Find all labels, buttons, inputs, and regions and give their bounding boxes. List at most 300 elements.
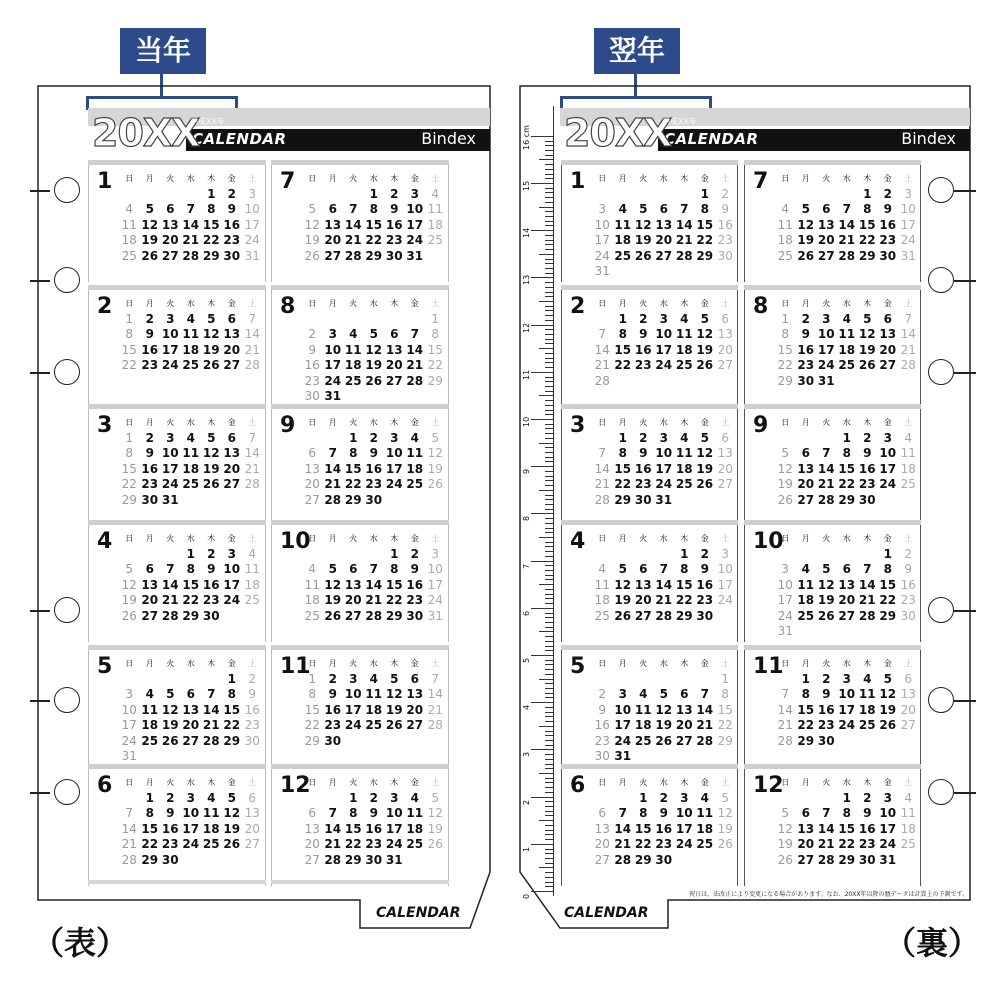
ruler-tick — [545, 306, 553, 307]
day-cell: 21 — [121, 837, 137, 851]
day-cell: 13 — [634, 577, 652, 592]
day-cell: 22 — [202, 233, 220, 247]
day-cell: 5 — [145, 202, 154, 216]
month-number: 6 — [570, 773, 586, 798]
ruler-tick — [545, 188, 553, 189]
month-body — [561, 165, 738, 282]
day-blank — [323, 431, 344, 447]
day-cell: 30 — [858, 852, 876, 867]
day-cell: 14 — [324, 821, 342, 836]
day-cell: 20 — [344, 593, 362, 607]
ruler-tick — [545, 367, 553, 368]
ruler-tick — [531, 797, 553, 798]
day-cell: 16 — [365, 461, 383, 476]
day-blank — [302, 431, 323, 447]
month-6 — [88, 764, 266, 886]
day-cell: 11 — [244, 562, 260, 576]
ruler-label: 13 — [522, 275, 531, 286]
day-cell: 26 — [427, 477, 443, 491]
ruler-tick — [545, 853, 553, 854]
day-cell: 17 — [244, 217, 260, 232]
month-number: 6 — [97, 773, 113, 798]
day-cell: 19 — [202, 342, 220, 357]
day-cell: 23 — [385, 233, 403, 247]
day-cell: 3 — [618, 687, 627, 701]
weekday-header: 木 — [863, 659, 872, 668]
day-cell: 23 — [141, 477, 159, 491]
day-cell: 5 — [883, 671, 892, 686]
ruler-tick — [545, 764, 553, 765]
weekday-header: 火 — [166, 778, 175, 787]
day-cell: 13 — [675, 702, 693, 717]
ruler-tick — [545, 697, 553, 698]
weekday-header: 土 — [721, 299, 730, 308]
day-cell: 28 — [838, 248, 856, 263]
day-cell: 14 — [777, 702, 793, 717]
day-cell: 18 — [244, 577, 260, 592]
ruler-tick — [539, 254, 553, 255]
day-cell: 22 — [777, 358, 793, 372]
month-number: 12 — [753, 773, 784, 798]
day-cell: 22 — [385, 593, 403, 607]
day-cell: 27 — [141, 608, 159, 623]
weekday-header: 金 — [227, 418, 236, 427]
day-cell: 15 — [717, 702, 733, 717]
day-cell: 11 — [675, 327, 693, 341]
month-number: 11 — [280, 654, 311, 679]
weekday-header: 土 — [431, 534, 440, 543]
day-cell: 27 — [797, 852, 815, 867]
day-cell: 27 — [223, 477, 241, 491]
ruler-tick — [531, 561, 553, 562]
day-cell: 17 — [717, 577, 733, 592]
weekday-header: 水 — [369, 778, 378, 787]
day-cell: 6 — [166, 202, 175, 216]
day-cell: 17 — [594, 233, 610, 247]
day-cell: 22 — [365, 233, 383, 247]
day-cell: 18 — [427, 217, 443, 232]
weekday-header: 金 — [700, 534, 709, 543]
ruler-tick — [545, 664, 553, 665]
day-cell: 7 — [618, 806, 627, 820]
day-cell: 15 — [696, 217, 714, 232]
ruler-label: 12 — [522, 322, 531, 333]
day-cell: 19 — [879, 702, 897, 717]
day-cell: 4 — [125, 202, 134, 216]
day-cell: 1 — [207, 186, 216, 201]
day-cell: 24 — [324, 373, 342, 388]
day-cell: 27 — [817, 248, 835, 263]
hole-connector — [954, 280, 976, 282]
weekday-header: 水 — [842, 659, 851, 668]
day-cell: 27 — [223, 358, 241, 372]
day-cell: 14 — [594, 461, 610, 476]
day-cell: 10 — [121, 702, 137, 717]
weekday-header: 金 — [883, 778, 892, 787]
day-cell: 27 — [594, 852, 610, 867]
day-cell: 21 — [675, 233, 693, 247]
ruler-tick — [545, 424, 553, 425]
day-cell: 20 — [817, 233, 835, 247]
day-cell: 13 — [182, 702, 200, 717]
day-cell: 17 — [817, 342, 835, 357]
day-cell: 28 — [817, 852, 835, 867]
ruler-tick — [545, 447, 553, 448]
ruler-tick — [539, 679, 553, 680]
weekday-header: 土 — [721, 174, 730, 183]
month-body — [561, 409, 738, 526]
day-cell: 16 — [634, 342, 652, 357]
day-blank — [613, 547, 634, 563]
ruler-tick — [545, 759, 553, 760]
day-grid — [119, 296, 263, 374]
day-cell: 25 — [244, 593, 260, 607]
weekday-header: 木 — [390, 174, 399, 183]
day-cell: 28 — [161, 608, 179, 623]
hole-connector — [30, 190, 50, 192]
day-cell: 15 — [182, 577, 200, 592]
day-cell: 20 — [244, 821, 260, 836]
day-grid — [775, 531, 919, 640]
day-blank — [613, 791, 634, 807]
day-cell: 6 — [248, 790, 257, 805]
ruler-tick — [545, 499, 553, 500]
ruler-tick — [531, 655, 553, 656]
day-grid — [119, 531, 263, 624]
month-11 — [744, 645, 921, 767]
day-cell: 24 — [675, 837, 693, 851]
month-number: 9 — [753, 413, 769, 438]
day-cell: 5 — [328, 562, 337, 576]
ruler-tick — [545, 414, 553, 415]
day-cell: 9 — [390, 202, 399, 216]
day-cell: 23 — [406, 593, 424, 607]
day-cell: 1 — [227, 671, 236, 686]
day-cell: 3 — [659, 311, 668, 326]
day-cell: 11 — [141, 702, 159, 717]
day-cell: 11 — [406, 806, 424, 820]
day-cell: 13 — [797, 461, 815, 476]
day-cell: 19 — [427, 821, 443, 836]
day-cell: 24 — [385, 477, 403, 491]
day-blank — [302, 187, 323, 203]
weekday-header: 月 — [801, 418, 810, 427]
day-cell: 26 — [202, 358, 220, 372]
day-cell: 12 — [614, 577, 632, 592]
day-blank — [633, 187, 654, 203]
month-number: 3 — [570, 413, 586, 438]
day-cell: 3 — [227, 546, 236, 561]
ruler-tick — [545, 598, 553, 599]
day-cell: 1 — [369, 186, 378, 201]
day-cell: 9 — [659, 806, 668, 820]
day-cell: 14 — [696, 702, 714, 717]
day-grid — [119, 656, 263, 765]
ruler-tick — [545, 627, 553, 628]
day-cell: 17 — [324, 358, 342, 372]
day-blank — [775, 187, 796, 203]
day-cell: 11 — [202, 806, 220, 820]
day-blank — [119, 791, 140, 807]
day-cell: 16 — [202, 577, 220, 592]
ruler-tick — [545, 792, 553, 793]
day-cell: 5 — [659, 687, 668, 701]
day-cell: 15 — [797, 702, 815, 717]
ruler-tick — [545, 225, 553, 226]
weekday-header: 土 — [904, 534, 913, 543]
ruler-tick — [531, 608, 553, 609]
ruler-tick — [545, 381, 553, 382]
ruler-tick — [545, 155, 553, 156]
day-cell: 6 — [721, 430, 730, 445]
day-cell: 16 — [817, 702, 835, 717]
day-cell: 16 — [324, 702, 342, 717]
ruler-tick — [545, 405, 553, 406]
month-number: 8 — [753, 294, 769, 319]
day-grid — [775, 775, 919, 868]
day-cell: 1 — [125, 311, 134, 326]
ruler-tick — [545, 731, 553, 732]
month-10 — [271, 520, 449, 642]
weekday-header: 木 — [863, 299, 872, 308]
day-blank — [140, 672, 161, 688]
day-cell: 20 — [324, 233, 342, 247]
day-cell: 5 — [781, 806, 790, 820]
month-8 — [271, 285, 449, 407]
day-cell: 31 — [385, 852, 403, 867]
day-cell: 25 — [406, 477, 424, 491]
weekday-header: 木 — [863, 174, 872, 183]
day-cell: 31 — [614, 749, 632, 763]
weekday-header: 月 — [618, 174, 627, 183]
day-cell: 23 — [817, 718, 835, 732]
day-cell: 23 — [141, 358, 159, 372]
day-cell: 18 — [614, 233, 632, 247]
day-cell: 11 — [614, 217, 632, 232]
day-cell: 10 — [182, 806, 200, 820]
day-cell: 3 — [598, 202, 607, 216]
day-cell: 29 — [675, 608, 693, 623]
day-blank — [119, 672, 140, 688]
day-blank — [592, 672, 613, 688]
day-cell: 11 — [858, 687, 876, 701]
day-cell: 28 — [406, 373, 424, 388]
ruler-tick — [545, 452, 553, 453]
day-cell: 1 — [186, 546, 195, 561]
day-cell: 3 — [410, 186, 419, 201]
day-cell: 8 — [349, 446, 358, 460]
ruler-label: 6 — [522, 610, 531, 616]
day-cell: 21 — [324, 477, 342, 491]
day-grid — [592, 531, 736, 624]
weekday-header: 火 — [822, 299, 831, 308]
day-cell: 16 — [244, 702, 260, 717]
day-cell: 25 — [121, 248, 137, 263]
weekday-header: 金 — [700, 174, 709, 183]
ruler-tick — [545, 556, 553, 557]
weekday-header: 金 — [227, 659, 236, 668]
day-cell: 5 — [863, 311, 872, 326]
day-cell: 9 — [721, 202, 730, 216]
day-cell: 7 — [328, 446, 337, 460]
day-cell: 23 — [858, 837, 876, 851]
day-cell: 16 — [717, 217, 733, 232]
day-cell: 11 — [365, 687, 383, 701]
day-cell: 1 — [390, 546, 399, 561]
day-cell: 16 — [141, 461, 159, 476]
day-grid — [119, 171, 263, 264]
day-cell: 6 — [308, 806, 317, 820]
month-number: 8 — [280, 294, 296, 319]
weekday-header: 土 — [431, 174, 440, 183]
day-grid — [592, 296, 736, 389]
day-cell: 2 — [863, 430, 872, 445]
day-cell: 7 — [904, 311, 913, 326]
day-cell: 17 — [223, 577, 241, 592]
ruler-tick — [545, 315, 553, 316]
hole-connector — [30, 610, 50, 612]
weekday-header: 日 — [308, 299, 317, 308]
day-cell: 28 — [324, 492, 342, 507]
ruler-tick — [531, 844, 553, 845]
day-cell: 30 — [223, 248, 241, 263]
month-body — [561, 650, 738, 767]
day-cell: 17 — [655, 461, 673, 476]
day-cell: 2 — [390, 186, 399, 201]
ruler-tick — [545, 523, 553, 524]
day-cell: 17 — [406, 217, 424, 232]
day-cell: 14 — [427, 687, 443, 701]
day-cell: 6 — [328, 202, 337, 216]
ruler-tick — [545, 693, 553, 694]
day-grid — [302, 415, 446, 508]
weekday-header: 月 — [618, 299, 627, 308]
day-cell: 30 — [655, 852, 673, 867]
day-cell: 29 — [223, 733, 241, 748]
day-cell: 1 — [842, 430, 851, 445]
weekday-header: 月 — [328, 659, 337, 668]
day-cell: 15 — [427, 342, 443, 357]
day-cell: 4 — [680, 311, 689, 326]
day-cell: 23 — [324, 718, 342, 732]
day-cell: 9 — [883, 202, 892, 216]
ruler-tick — [545, 688, 553, 689]
month-number: 5 — [97, 654, 113, 679]
weekday-header: 月 — [618, 778, 627, 787]
day-cell: 30 — [858, 492, 876, 507]
day-cell: 11 — [594, 577, 610, 592]
month-number: 2 — [570, 294, 586, 319]
day-cell: 21 — [900, 342, 916, 357]
weekday-header: 金 — [883, 174, 892, 183]
day-cell: 19 — [634, 233, 652, 247]
day-cell: 16 — [141, 342, 159, 357]
day-cell: 1 — [700, 186, 709, 201]
day-cell: 23 — [223, 233, 241, 247]
front-era: 平成XX年 — [190, 117, 225, 126]
day-blank — [119, 187, 140, 203]
ruler-tick — [539, 348, 553, 349]
day-cell: 28 — [182, 248, 200, 263]
binder-hole-left — [54, 359, 80, 385]
day-cell: 8 — [781, 327, 790, 341]
day-cell: 29 — [777, 373, 793, 388]
month-7 — [271, 160, 449, 282]
day-cell: 1 — [618, 311, 627, 326]
day-cell: 10 — [324, 342, 342, 357]
day-cell: 14 — [365, 577, 383, 592]
day-blank — [796, 791, 817, 807]
day-blank — [323, 312, 344, 328]
day-cell: 1 — [308, 671, 317, 686]
day-cell: 22 — [675, 593, 693, 607]
ruler-tick — [545, 660, 553, 661]
day-cell: 29 — [838, 492, 856, 507]
ruler-tick — [545, 485, 553, 486]
day-cell: 18 — [900, 821, 916, 836]
day-cell: 8 — [431, 327, 440, 341]
day-cell: 12 — [817, 577, 835, 592]
day-grid — [302, 531, 446, 624]
hole-connector — [954, 792, 976, 794]
day-cell: 27 — [304, 492, 320, 507]
day-blank — [816, 791, 837, 807]
day-cell: 28 — [858, 608, 876, 623]
day-cell: 27 — [324, 248, 342, 263]
day-cell: 6 — [308, 446, 317, 460]
day-cell: 22 — [223, 718, 241, 732]
day-cell: 10 — [675, 806, 693, 820]
day-blank — [181, 187, 202, 203]
day-blank — [857, 547, 878, 563]
weekday-header: 金 — [410, 778, 419, 787]
day-cell: 19 — [777, 837, 793, 851]
day-cell: 31 — [655, 492, 673, 507]
ruler-tick — [545, 532, 553, 533]
day-cell: 3 — [186, 790, 195, 805]
day-cell: 5 — [166, 687, 175, 701]
day-cell: 12 — [202, 446, 220, 460]
day-grid — [775, 656, 919, 749]
day-cell: 17 — [655, 342, 673, 357]
weekday-header: 日 — [781, 778, 790, 787]
day-cell: 30 — [696, 608, 714, 623]
month-number: 9 — [280, 413, 296, 438]
day-cell: 9 — [166, 806, 175, 820]
day-cell: 5 — [431, 430, 440, 445]
day-cell: 19 — [696, 461, 714, 476]
binder-hole-right — [928, 177, 954, 203]
day-cell: 7 — [863, 562, 872, 576]
day-cell: 2 — [822, 671, 831, 686]
ruler-label: 5 — [522, 657, 531, 663]
ruler-tick — [539, 867, 553, 868]
weekday-header: 火 — [639, 418, 648, 427]
day-cell: 5 — [390, 671, 399, 686]
day-cell: 19 — [121, 593, 137, 607]
ruler-tick — [545, 343, 553, 344]
day-cell: 24 — [121, 733, 137, 748]
weekday-header: 木 — [207, 174, 216, 183]
day-cell: 20 — [304, 477, 320, 491]
day-cell: 27 — [385, 373, 403, 388]
day-cell: 30 — [324, 733, 342, 748]
day-cell: 7 — [349, 202, 358, 216]
day-cell: 1 — [781, 311, 790, 326]
day-cell: 3 — [659, 430, 668, 445]
day-cell: 2 — [598, 687, 607, 701]
day-blank — [613, 187, 634, 203]
